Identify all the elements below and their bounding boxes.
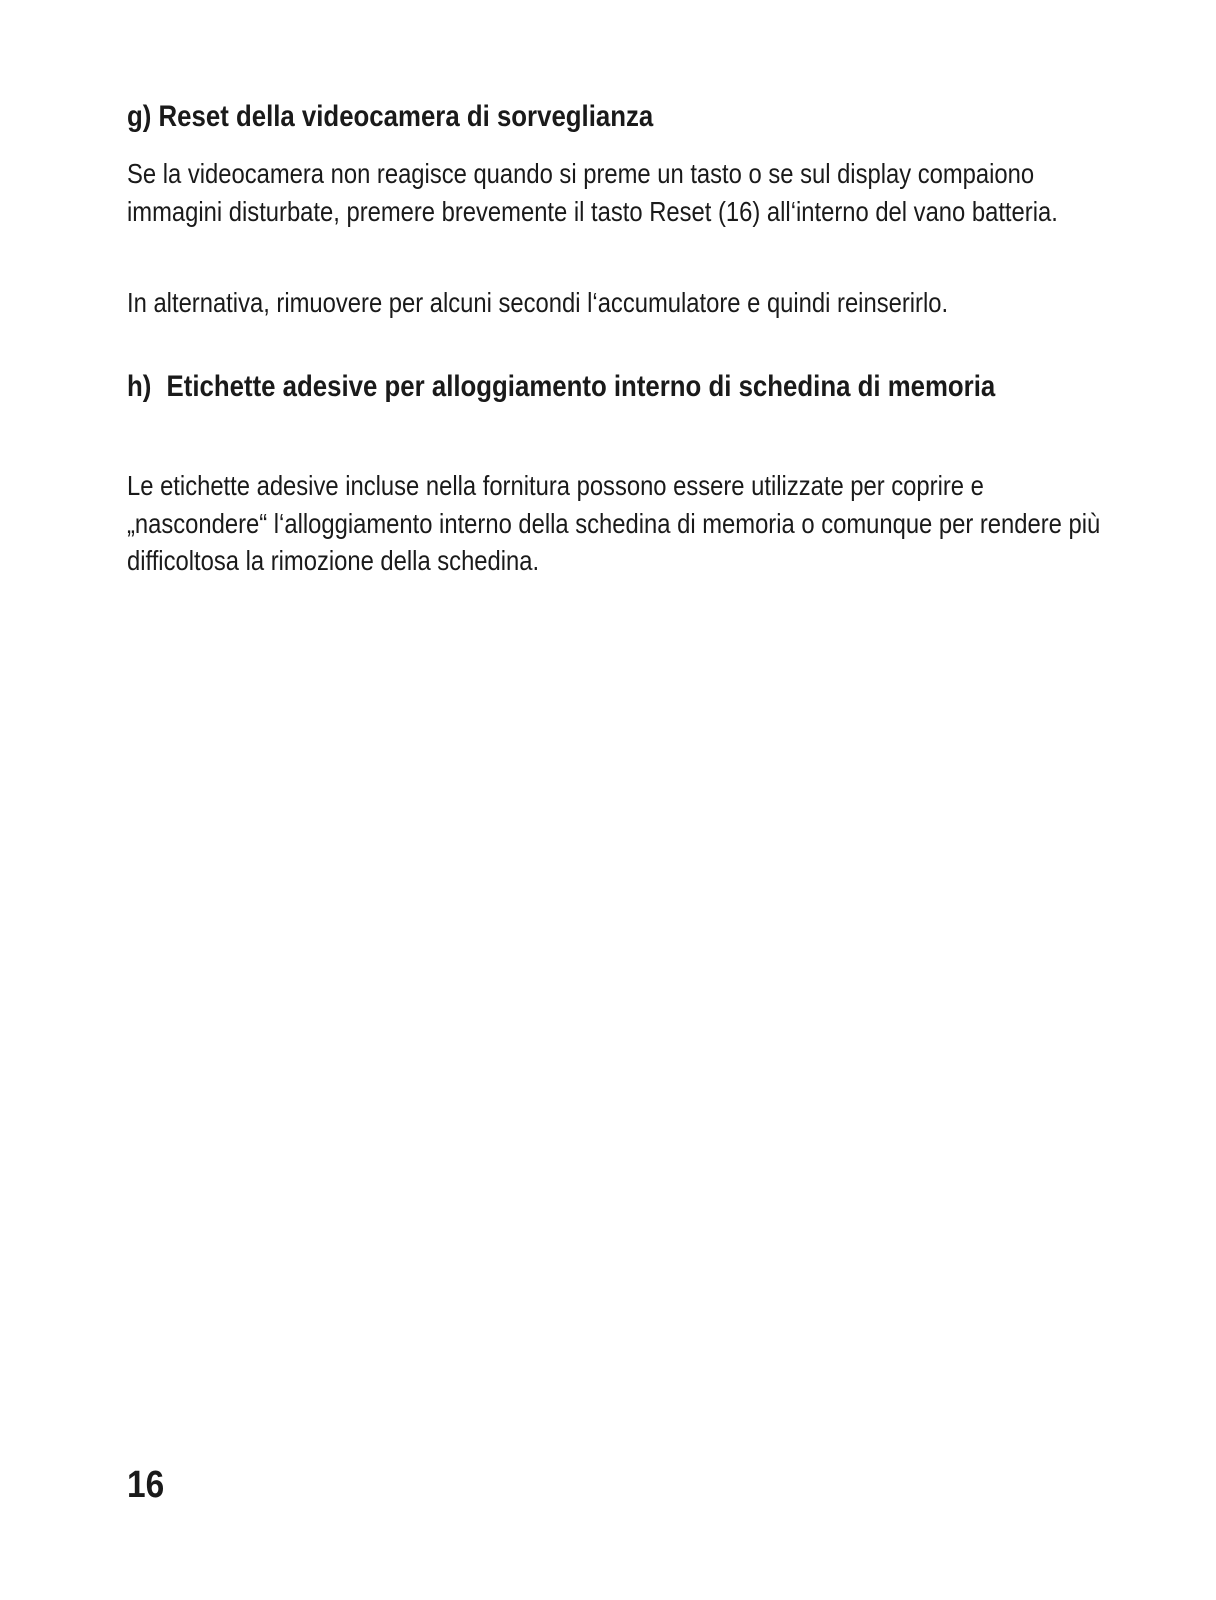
section-g-heading: g) Reset della videocamera di sorveglianza <box>127 100 654 133</box>
section-g-paragraph-2: In alternativa, rimuovere per alcuni secondi l‘accumulatore e quindi reinserirlo. <box>127 287 949 318</box>
section-g-paragraph-1: Se la videocamera non reagisce quando si preme un tasto o se sul display compaiono immagini disturbate, premere brevemente il tasto Reset (16) all‘interno del vano batteria. <box>127 158 1058 227</box>
section-h-title: Etichette adesive per alloggiamento interno di schedina di memoria <box>166 370 996 403</box>
section-h-heading <box>127 366 1027 408</box>
section-h-prefix: h) <box>127 370 152 403</box>
page-number: 16 <box>127 1464 165 1506</box>
section-h-paragraph-1: Le etichette adesive incluse nella fornitura possono essere utilizzate per coprire e „nascondere“ l‘alloggiamento interno della schedina di memoria o comunque per rendere più difficoltosa la rimozione della schedina. <box>127 470 1101 576</box>
